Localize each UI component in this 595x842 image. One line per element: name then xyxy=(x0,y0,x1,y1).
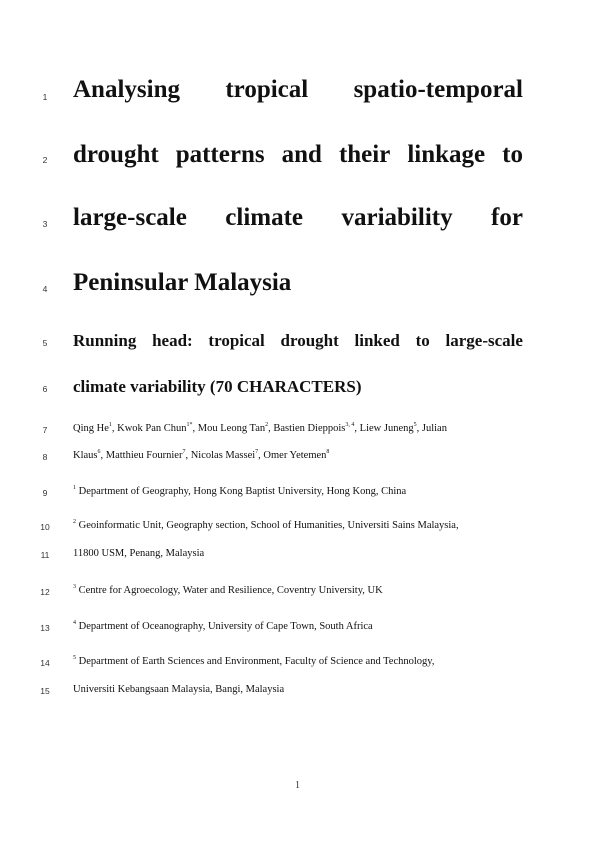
line-number: 14 xyxy=(40,658,50,668)
affiliation-continued: 11800 USM, Penang, Malaysia xyxy=(73,548,205,559)
title-word: tropical xyxy=(225,76,309,103)
title-word: Analysing xyxy=(73,76,180,103)
author: Kwok Pan Chun$^{1*}$ xyxy=(117,422,193,434)
author: Qing He$^1$ xyxy=(73,422,112,434)
title-line-4: Peninsular Malaysia xyxy=(73,269,292,296)
title-word: spatio-temporal xyxy=(353,76,523,103)
line-number: 8 xyxy=(42,452,48,462)
running-head-line-1 xyxy=(73,330,523,352)
author: Nicolas Massei$^7$ xyxy=(190,449,259,461)
affiliation: $^2$ Geoinformatic Unit, Geography section, School of Humanities, Universiti Sains Malaysia, xyxy=(73,519,459,531)
line-number: 9 xyxy=(42,488,48,498)
author-list-line-1: Qing He$^1$, Kwok Pan Chun$^{1*}$, Mou Leong Tan$^2$, Bastien Dieppois$^{3, 4}$, Liew Juneng$^5$, Julian xyxy=(73,422,447,434)
author: Bastien Dieppois$^{3, 4}$ xyxy=(273,422,355,434)
title-word: variability xyxy=(341,204,453,231)
line-number: 13 xyxy=(40,623,50,633)
line-number: 3 xyxy=(42,219,48,229)
author: Matthieu Fournier$^7$ xyxy=(105,449,186,461)
page-number: 1 xyxy=(295,780,300,791)
line-number: 10 xyxy=(40,522,50,532)
line-number: 4 xyxy=(42,284,48,294)
running-head-word: drought xyxy=(280,331,339,350)
running-head-word: to xyxy=(415,331,430,350)
running-head-line-2: climate variability (70 CHARACTERS) xyxy=(73,377,362,396)
author-list-line-2: Klaus$^6$, Matthieu Fournier$^7$, Nicolas Massei$^7$, Omer Yetemen$^8$ xyxy=(73,449,330,461)
running-head-word: large-scale xyxy=(445,331,523,350)
running-head-word: linked xyxy=(354,331,400,350)
author: Julian xyxy=(421,423,447,434)
running-head-word: Running xyxy=(73,331,137,350)
line-number: 2 xyxy=(42,155,48,165)
title-word: for xyxy=(491,204,523,231)
title-word: their xyxy=(338,141,391,168)
line-number: 5 xyxy=(42,338,48,348)
title-word: climate xyxy=(225,204,304,231)
author: Omer Yetemen$^8$ xyxy=(263,449,330,461)
author: Liew Juneng$^5$ xyxy=(359,422,417,434)
title-word: to xyxy=(502,141,523,168)
title-word: patterns xyxy=(175,141,265,168)
affiliation: $^5$ Department of Earth Sciences and Environment, Faculty of Science and Technology, xyxy=(73,655,435,667)
line-number: 1 xyxy=(42,92,48,102)
title-word: large-scale xyxy=(73,204,187,231)
title-line-2 xyxy=(73,140,523,170)
running-head-word: head: xyxy=(152,331,193,350)
affiliation: $^3$ Centre for Agroecology, Water and Resilience, Coventry University, UK xyxy=(73,584,383,596)
title-line-3 xyxy=(73,203,523,233)
affiliation: $^1$ Department of Geography, Hong Kong Baptist University, Hong Kong, China xyxy=(73,485,407,497)
line-number: 7 xyxy=(42,425,48,435)
title-word: and xyxy=(281,141,322,168)
line-number: 12 xyxy=(40,587,50,597)
line-number: 6 xyxy=(42,384,48,394)
line-number: 11 xyxy=(40,550,50,560)
line-number: 15 xyxy=(40,686,50,696)
title-line-1 xyxy=(73,75,523,105)
affiliation: $^4$ Department of Oceanography, University of Cape Town, South Africa xyxy=(73,620,373,632)
author: Mou Leong Tan$^2$ xyxy=(197,422,269,434)
affiliation-continued: Universiti Kebangsaan Malaysia, Bangi, Malaysia xyxy=(73,684,285,695)
running-head-word: tropical xyxy=(208,331,265,350)
title-word: drought xyxy=(73,141,159,168)
author: Klaus$^6$ xyxy=(73,449,101,461)
title-word: linkage xyxy=(407,141,486,168)
